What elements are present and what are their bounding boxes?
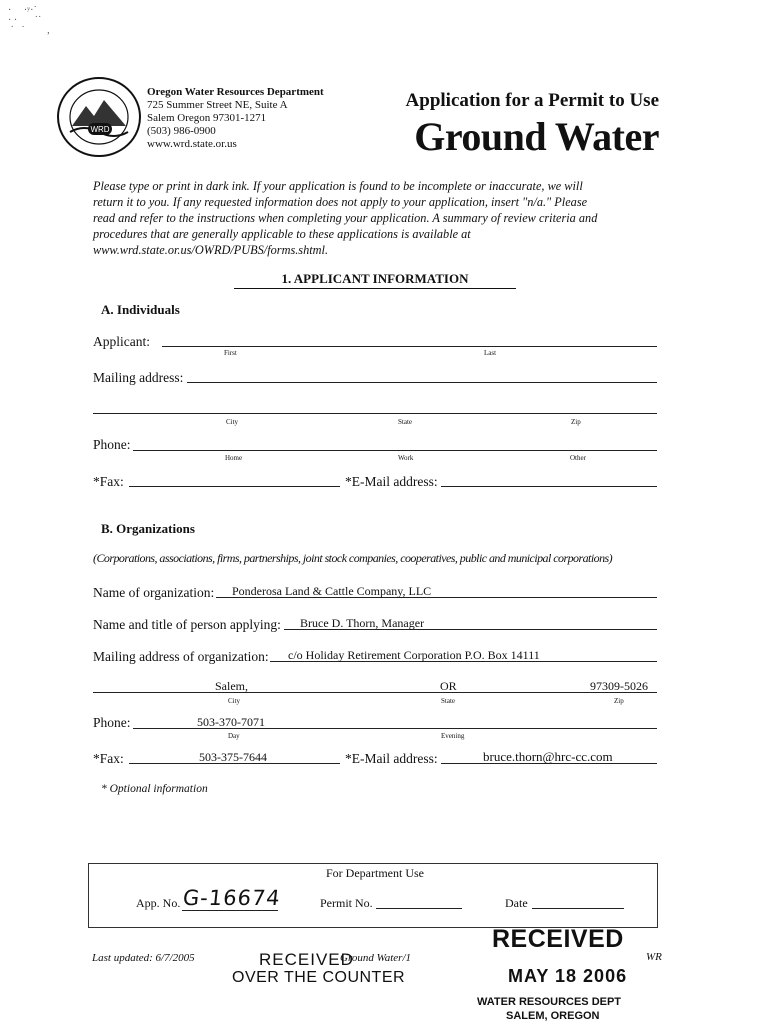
org-state-value: OR [440, 679, 457, 693]
salem-oregon-stamp: SALEM, OREGON [506, 1010, 600, 1022]
page-label: Ground Water/1 [340, 952, 411, 964]
dept-website: www.wrd.state.or.us [147, 138, 237, 150]
app-no-value: G-16674 [181, 886, 282, 910]
zip-caption: Zip [571, 418, 581, 426]
scan-marks: · ·ʸ·˙ · · ˙˙ ˙ ˙ , [8, 5, 50, 36]
org-name-value: Ponderosa Land & Cattle Company, LLC [232, 584, 432, 598]
mailing-address-field[interactable] [187, 382, 657, 383]
svg-text:WRD: WRD [90, 125, 110, 134]
org-phone-value: 503-370-7071 [197, 715, 265, 729]
org-name-label: Name of organization: [93, 585, 215, 600]
applicant-field[interactable] [162, 346, 657, 347]
org-state-caption: State [441, 697, 455, 705]
evening-caption: Evening [441, 732, 465, 740]
organizations-heading: B. Organizations [101, 521, 195, 536]
phone-label: Phone: [93, 437, 131, 452]
other-caption: Other [570, 454, 586, 462]
city-caption: City [226, 418, 239, 426]
org-zip-value: 97309-5026 [590, 679, 648, 693]
state-caption: State [398, 418, 412, 426]
dept-address2: Salem Oregon 97301-1271 [147, 112, 267, 124]
org-mailing-value: c/o Holiday Retirement Corporation P.O. Box 14111 [288, 648, 540, 662]
individuals-heading: A. Individuals [101, 302, 180, 317]
department-use-title: For Department Use [326, 866, 424, 880]
person-label: Name and title of person applying: [93, 617, 281, 632]
received-date-stamp: MAY 18 2006 [508, 966, 628, 986]
app-no-field[interactable] [182, 910, 278, 911]
first-caption: First [224, 349, 237, 357]
applicant-label: Applicant: [93, 334, 150, 349]
instructions-line: return it to you. If any requested information does not apply to your application, insert "n/a." Please [93, 195, 588, 209]
org-city-state-zip-field[interactable] [93, 692, 657, 693]
org-mailing-label: Mailing address of organization: [93, 649, 269, 664]
app-no-label: App. No. [136, 896, 181, 910]
dept-phone: (503) 986-0900 [147, 125, 216, 137]
permit-no-field[interactable] [376, 908, 462, 909]
email-label: *E-Mail address: [345, 474, 438, 489]
dept-name: Oregon Water Resources Department [147, 86, 324, 98]
fax-field[interactable] [129, 486, 340, 487]
last-updated: Last updated: 6/7/2005 [92, 952, 195, 964]
phone-field[interactable] [133, 450, 657, 451]
home-caption: Home [225, 454, 243, 462]
over-the-counter-stamp: OVER THE COUNTER [232, 969, 406, 986]
org-email-value: bruce.thorn@hrc-cc.com [483, 749, 613, 764]
received-stamp: RECEIVED [492, 925, 624, 953]
last-caption: Last [484, 349, 497, 357]
dept-address1: 725 Summer Street NE, Suite A [147, 99, 288, 111]
received-stamp-counter: RECEIVED [259, 950, 354, 969]
optional-note: * Optional information [101, 783, 208, 795]
permit-no-label: Permit No. [320, 896, 373, 910]
org-phone-label: Phone: [93, 715, 131, 730]
person-value: Bruce D. Thorn, Manager [300, 616, 425, 630]
instructions-line: procedures that are generally applicable to these applications is available at [93, 227, 471, 241]
section-title: 1. APPLICANT INFORMATION [234, 271, 516, 289]
water-resources-dept-stamp: WATER RESOURCES DEPT [477, 996, 622, 1008]
date-label: Date [505, 896, 528, 910]
city-state-zip-field[interactable] [93, 413, 657, 414]
org-zip-caption: Zip [614, 697, 624, 705]
organizations-subheading: (Corporations, associations, firms, partnerships, joint stock companies, cooperatives, public and municipal corporations) [93, 551, 613, 565]
org-fax-value: 503-375-7644 [199, 750, 267, 764]
wrd-seal-logo [56, 76, 142, 158]
instructions-line: read and refer to the instructions when completing your application. A summary of review criteria and [93, 211, 598, 225]
date-field[interactable] [532, 908, 624, 909]
email-field[interactable] [441, 486, 657, 487]
form-title-line2: Ground Water [414, 114, 659, 159]
work-caption: Work [398, 454, 414, 462]
org-city-value: Salem, [215, 679, 248, 693]
org-city-caption: City [228, 697, 241, 705]
mailing-address-label: Mailing address: [93, 370, 184, 385]
org-email-label: *E-Mail address: [345, 751, 438, 766]
instructions-line: Please type or print in dark ink. If your application is found to be incomplete or inaccurate, we will [93, 179, 583, 193]
org-fax-label: *Fax: [93, 751, 124, 766]
form-code: WR [646, 951, 662, 963]
instructions-line: www.wrd.state.or.us/OWRD/PUBS/forms.shtml. [93, 243, 329, 257]
instructions [93, 178, 597, 258]
form-title-line1: Application for a Permit to Use [405, 90, 659, 111]
fax-label: *Fax: [93, 474, 124, 489]
day-caption: Day [228, 732, 240, 740]
